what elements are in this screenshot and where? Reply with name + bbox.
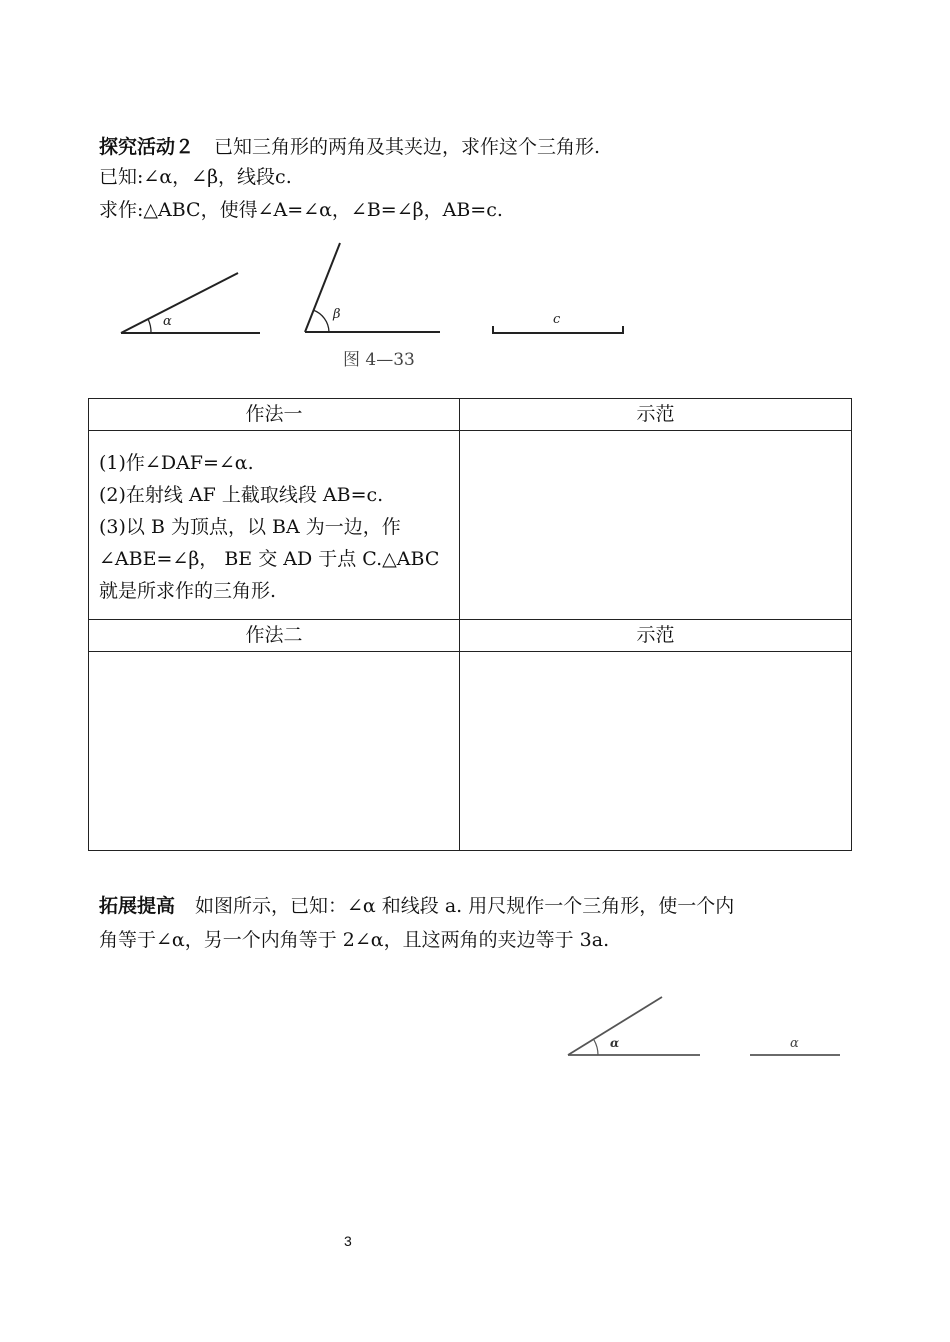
ext-a-label: α	[790, 1036, 799, 1051]
alpha-label: α	[163, 314, 172, 329]
demo-header-2: 示范	[460, 620, 852, 652]
method1-steps	[89, 431, 459, 607]
activity2-title: 探究活动２	[99, 136, 195, 158]
method1-step: (1)作∠DAF=∠α.	[99, 452, 254, 474]
page-number: 3	[344, 1233, 352, 1249]
method1-step: 就是所求作的三角形.	[99, 580, 277, 602]
beta-arc	[313, 310, 329, 332]
method1-header: 作法一	[89, 399, 460, 431]
activity2-required: 求作:△ABC，使得∠A=∠α，∠B=∠β，AB=c.	[99, 199, 503, 221]
ext-alpha-label: α	[610, 1036, 620, 1050]
method1-step: (2)在射线 AF 上截取线段 AB=c.	[99, 484, 384, 506]
method1-step: ∠ABE=∠β， BE 交 AD 于点 C.△ABC	[99, 548, 440, 570]
method1-cell	[89, 431, 460, 620]
alpha-side-ray	[121, 273, 238, 333]
method2-cell	[89, 652, 460, 851]
extension-text-2: 角等于∠α，另一个内角等于 2∠α，且这两角的夹边等于 3a.	[99, 929, 610, 951]
demo-cell-1	[460, 431, 852, 620]
demo-cell-2	[460, 652, 852, 851]
c-label: c	[553, 312, 561, 327]
extension-title: 拓展提高	[99, 895, 176, 917]
figure-caption: 图 4—33	[343, 350, 415, 370]
extension-text-1: 如图所示，已知：∠α 和线段 a. 用尺规作一个三角形，使一个内	[195, 895, 735, 917]
beta-label: β	[333, 307, 341, 322]
activity2-given: 已知:∠α，∠β，线段c.	[99, 166, 292, 188]
demo-header-1: 示范	[460, 399, 852, 431]
method2-header: 作法二	[89, 620, 460, 652]
method1-step: (3)以 B 为顶点，以 BA 为一边，作	[99, 516, 401, 538]
method-table	[88, 398, 852, 851]
extension-line-1	[99, 894, 734, 918]
alpha-arc	[148, 319, 151, 333]
ext-alpha-arc	[594, 1040, 598, 1055]
activity2-prompt: 已知三角形的两角及其夹边，求作这个三角形.	[214, 136, 601, 158]
